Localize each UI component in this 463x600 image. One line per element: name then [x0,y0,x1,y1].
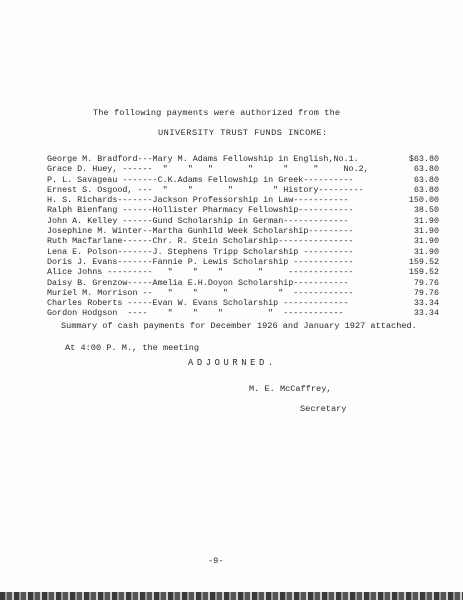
payment-row [47,308,439,318]
payment-entry: Doris J. Evans-------Fannie P. Lewis Scholarship ------------ [47,256,354,267]
signer-name: M. E. McCaffrey, [249,384,332,394]
payment-amount: $63.80 [408,154,439,164]
payment-row [47,185,439,195]
payment-amount: 31.90 [413,215,439,226]
payment-amount: 150.00 [408,195,439,206]
payment-amount: 159.52 [408,256,439,267]
payment-entry: George M. Bradford---Mary M. Adams Fellowship in English,No.1. [47,154,359,164]
payment-entry: Josephine M. Winter--Martha Gunhild Week Scholarship--------- [47,226,354,237]
payment-row [47,164,439,174]
payment-entry: Charles Roberts -----Evan W. Evans Scholarship ------------- [47,298,349,309]
payment-amount: 63.80 [413,184,439,195]
page-number: -9- [208,556,224,566]
payment-amount: 79.76 [413,277,439,288]
meeting-line: At 4:00 P. M., the meeting [65,343,200,353]
payment-entry: Ralph Bienfang ------Hollister Pharmacy Fellowship----------- [47,205,354,216]
payments-list [47,154,439,319]
payment-row [47,247,439,257]
payment-amount: 31.90 [413,226,439,237]
signer-title: Secretary [300,404,347,414]
payment-entry: H. S. Richards-------Jackson Professorship in Law----------- [47,195,349,206]
payment-row [47,205,439,215]
payment-entry: Ruth Macfarlane------Chr. R. Stein Scholarship--------------- [47,236,354,247]
payment-row [47,288,439,298]
scan-edge [0,592,463,600]
payment-entry: Lena E. Polson-------J. Stephens Tripp Scholarship ---------- [47,246,354,257]
payment-row [47,236,439,246]
summary-paragraph [48,321,418,332]
payment-row [47,175,439,185]
payment-row [47,267,439,277]
payment-amount: 63.80 [413,174,439,185]
payment-entry: John A. Kelley ------Gund Scholarship in German------------- [47,215,349,226]
intro-line: The following payments were authorized from the [93,108,341,118]
payment-row [47,226,439,236]
payment-entry: Daisy B. Grenzow-----Amelia E.H.Doyon Scholarship----------- [47,277,349,288]
payment-amount: 159.52 [408,267,439,278]
payment-entry: Grace D. Huey, ------ " " " " " " No.2, [47,164,369,175]
payment-amount: 63.80 [413,164,439,175]
payment-amount: 79.76 [413,287,439,298]
payment-entry: Alice Johns --------- " " " " ------------- [47,267,354,278]
payment-amount: 31.90 [413,246,439,257]
payment-amount: 33.34 [413,298,439,309]
payment-row [47,278,439,288]
payment-row [47,154,439,164]
payment-entry: Ernest S. Osgood, --- " " " " History--------- [47,184,364,195]
summary-text: Summary of cash payments for December 1926 and January 1927 attached. [61,321,417,331]
payment-entry: Muriel M. Morrison -- " " " " ------------ [47,287,354,298]
payment-row [47,298,439,308]
payment-amount: 31.90 [413,236,439,247]
payment-entry: Gordon Hodgson ---- " " " " ------------ [47,308,344,319]
payment-row [47,216,439,226]
adjourned-line: ADJOURNED. [188,358,277,368]
payment-row [47,195,439,205]
payment-row [47,257,439,267]
payment-entry: P. L. Savageau -------C.K.Adams Fellowship in Greek---------- [47,174,354,185]
funds-heading: UNIVERSITY TRUST FUNDS INCOME: [158,128,328,138]
payment-amount: 38.50 [413,205,439,216]
payment-amount: 33.34 [413,308,439,319]
